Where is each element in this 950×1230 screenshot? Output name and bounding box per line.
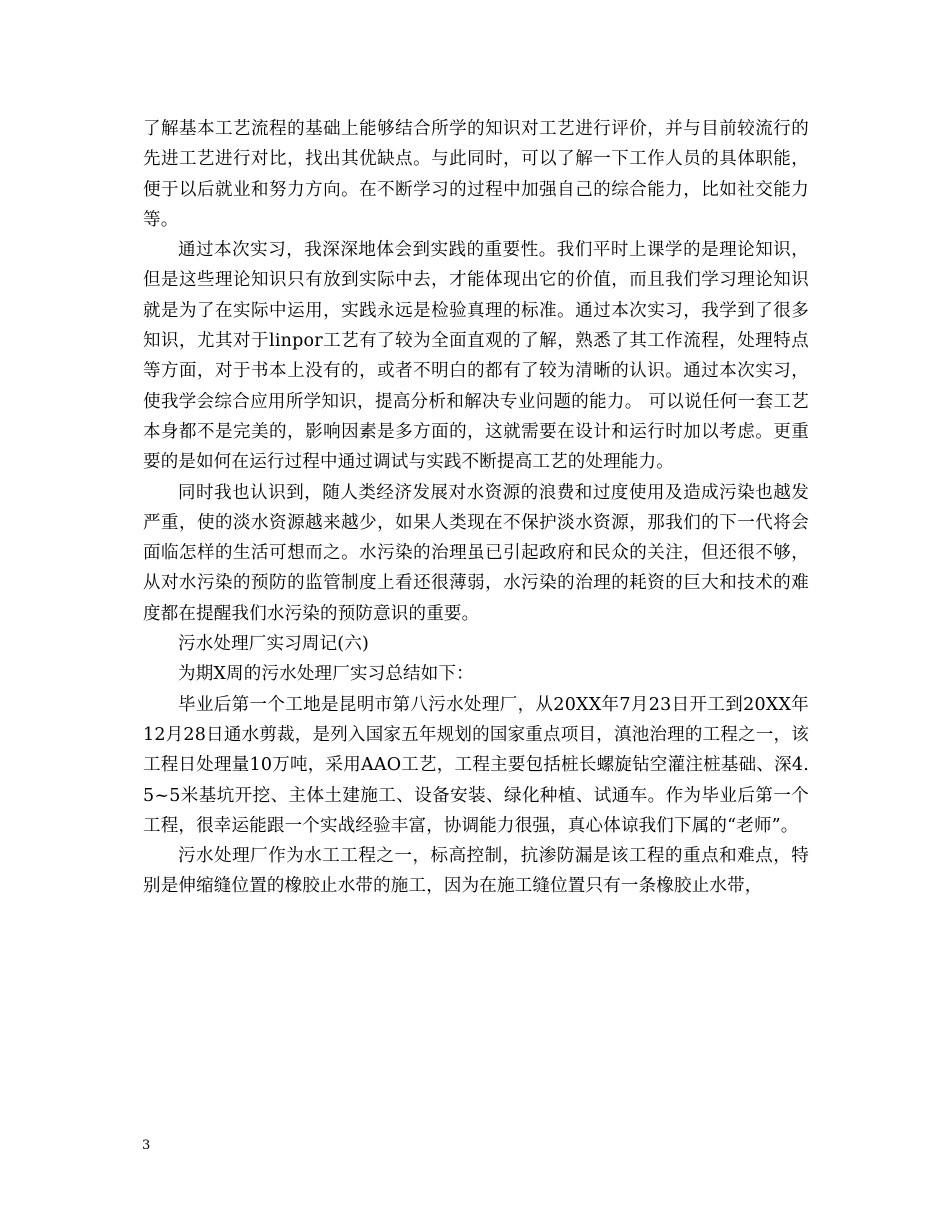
document-body xyxy=(143,114,809,902)
paragraph-continuation: 了解基本工艺流程的基础上能够结合所学的知识对工艺进行评价，并与目前较流行的先进工艺进行对比，找出其优缺点。与此同时，可以了解一下工作人员的具体职能，便于以后就业和努力方向。在不断学习的过程中加强自己的综合能力，比如社交能力等。 xyxy=(143,119,809,230)
paragraph-water-resources: 同时我也认识到，随人类经济发展对水资源的浪费和过度使用及造成污染也越发严重，使的淡水资源越来越少，如果人类现在不保护淡水资源，那我们的下一代将会面临怎样的生活可想而之。水污染的治理虽已引起政府和民众的关注，但还很不够，从对水污染的预防的监管制度上看还很薄弱，水污染的治理的耗资的巨大和技术的难度都在提醒我们水污染的预防意识的重要。 xyxy=(143,482,809,624)
paragraph-practice-importance: 通过本次实习，我深深地体会到实践的重要性。我们平时上课学的是理论知识，但是这些理论知识只有放到实际中去，才能体现出它的价值，而且我们学习理论知识就是为了在实际中运用，实践永远是检验真理的标准。通过本次实习，我学到了很多知识，尤其对于linpor工艺有了较为全面直观的了解，熟悉了其工作流程，处理特点等方面，对于书本上没有的，或者不明白的都有了较为清晰的认识。通过本次实习，使我学会综合应用所学知识，提高分析和解决专业问题的能力。 可以说任何一套工艺本身都不是完美的，影响因素是多方面的，这就需要在设计和运行时加以考虑。更重要的是如何在运行过程中通过调试与实践不断提高工艺的处理能力。 xyxy=(143,240,809,473)
section-heading: 污水处理厂实习周记(六) xyxy=(178,634,370,655)
paragraph-first-site: 毕业后第一个工地是昆明市第八污水处理厂，从20XX年7月23日开工到20XX年12月28日通水剪裁，是列入国家五年规划的国家重点项目，滇池治理的工程之一，该工程日处理量10万吨，采用AAO工艺，工程主要包括桩长螺旋钻空灌注桩基础、深4.5~5米基坑开挖、主体土建施工、设备安装、绿化种植、试通车。作为毕业后第一个工程，很幸运能跟一个实战经验丰富，协调能力很强，真心体谅我们下属的“老师”。 xyxy=(143,694,809,836)
paragraph-summary-intro: 为期X周的污水处理厂实习总结如下： xyxy=(178,664,474,685)
page-number: 3 xyxy=(142,1138,151,1153)
paragraph-key-difficulties: 污水处理厂作为水工工程之一，标高控制，抗渗防漏是该工程的重点和难点，特别是伸缩缝位置的橡胶止水带的施工，因为在施工缝位置只有一条橡胶止水带， xyxy=(143,846,809,897)
